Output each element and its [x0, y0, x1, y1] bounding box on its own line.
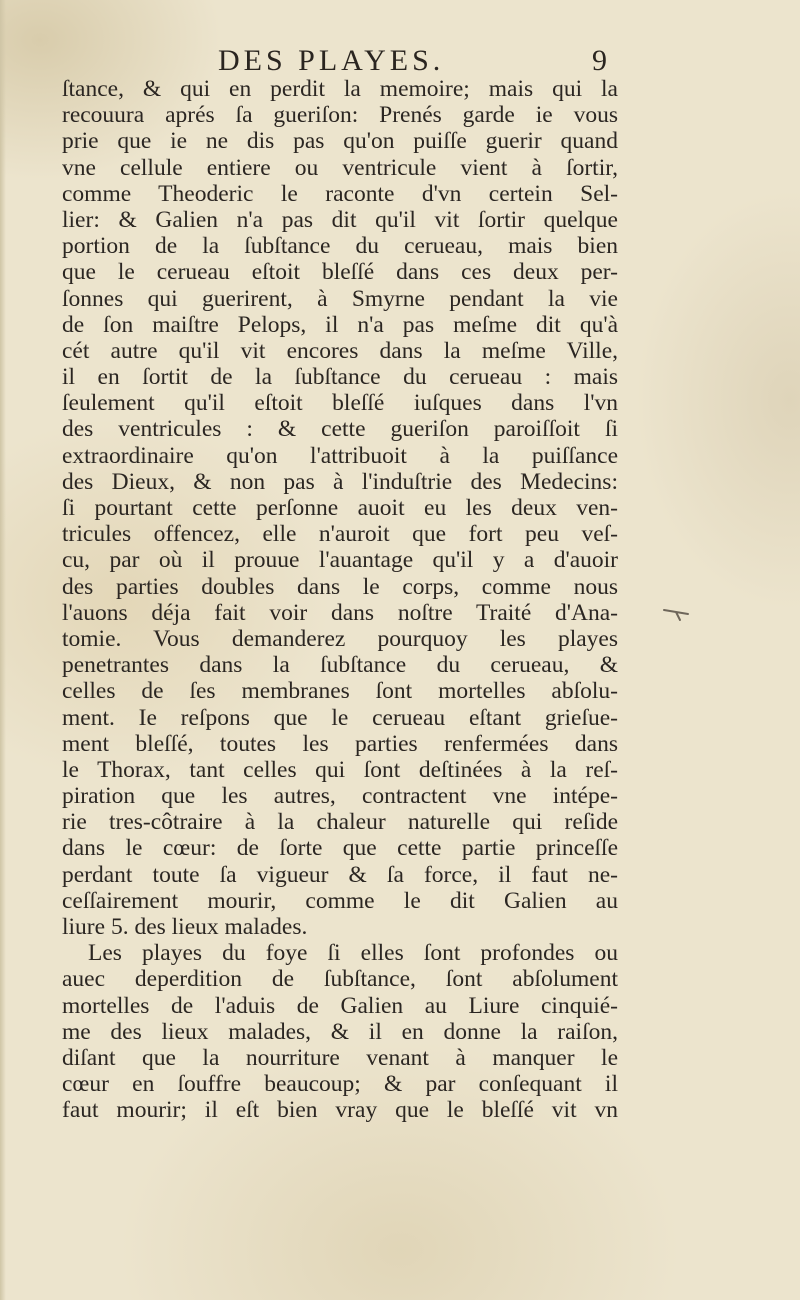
text-line: ceſſairement mourir, comme le dit Galien au [62, 887, 618, 914]
text-line: recouura aprés ſa gueriſon: Prenés garde ie vous [62, 102, 618, 129]
text-line: ſonnes qui guerirent, à Smyrne pendant la vie [62, 285, 618, 312]
text-line: portion de la ſubſtance du cerueau, mais bien [62, 233, 618, 260]
text-line: comme Theoderic le raconte d'vn certein Sel- [62, 180, 618, 207]
text-line: celles de ſes membranes ſont mortelles abſolu- [62, 678, 618, 705]
text-line: l'auons déja fait voir dans noſtre Traité d'Ana- [62, 599, 618, 626]
text-line: penetrantes dans la ſubſtance du cerueau, & [62, 652, 618, 679]
text-line: que le cerueau eſtoit bleſſé dans ces deux per- [62, 259, 618, 286]
text-line: extraordinaire qu'on l'attribuoit à la puiſſance [62, 442, 618, 469]
text-line: ſi pourtant cette perſonne auoit eu les deux ven- [62, 495, 618, 521]
text-line: ſeulement qu'il eſtoit bleſſé iuſques dans l'vn [62, 390, 618, 417]
text-line: ment. Ie reſpons que le cerueau eſtant grieſue- [62, 704, 618, 731]
text-line: vne cellule entiere ou ventricule vient à ſortir, [62, 154, 618, 181]
text-line: mortelles de l'aduis de Galien au Liure cinquié- [62, 992, 618, 1019]
text-line: des ventricules : & cette gueriſon paroiſſoit ſi [62, 416, 618, 443]
paragraph-start-line: Les playes du foye ſi elles ſont profondes ou [88, 940, 618, 967]
text-line: auec deperdition de ſubſtance, ſont abſolument [62, 966, 618, 993]
text-line: perdant toute ſa vigueur & ſa force, il faut ne- [62, 861, 618, 888]
text-line: ment bleſſé, toutes les parties renfermées dans [62, 730, 618, 757]
text-line: faut mourir; il eſt bien vray que le bleſſé vit vn [62, 1097, 618, 1124]
text-line: cœur en ſouffre beaucoup; & par conſequant il [62, 1071, 618, 1098]
text-line: prie que ie ne dis pas qu'on puiſſe guerir quand [62, 128, 618, 155]
text-line: dans le cœur: de ſorte que cette partie princeſſe [62, 835, 618, 862]
text-line: ſtance, & qui en perdit la memoire; mais qui la [62, 76, 618, 102]
running-head-title: DES PLAYES. [218, 44, 445, 77]
text-line: des parties doubles dans le corps, comme nous [62, 573, 618, 600]
paragraph-end-line: liure 5. des lieux malades. [62, 914, 308, 940]
margin-pencil-mark [662, 604, 692, 624]
text-line: le Thorax, tant celles qui ſont deſtinées à la reſ- [62, 756, 618, 783]
page-number: 9 [592, 44, 607, 77]
body-text [62, 76, 618, 1124]
text-line: cét autre qu'il vit encores dans la meſme Ville, [62, 337, 618, 364]
text-line: diſant que la nourriture venant à manquer le [62, 1044, 618, 1071]
text-line: de ſon maiſtre Pelops, il n'a pas meſme dit qu'à [62, 311, 618, 338]
text-line: cu, par où il prouue l'auantage qu'il y a d'auoir [62, 547, 618, 574]
text-line: tomie. Vous demanderez pourquoy les playes [62, 625, 618, 652]
text-line: me des lieux malades, & il en donne la raiſon, [62, 1018, 618, 1045]
text-line: des Dieux, & non pas à l'induſtrie des Medecins: [62, 468, 618, 495]
text-line: tricules offencez, elle n'auroit que fort peu veſ- [62, 521, 618, 548]
text-line: piration que les autres, contractent vne intépe- [62, 783, 618, 810]
page-edge-shadow [0, 0, 6, 1300]
text-line: il en ſortit de la ſubſtance du cerueau : mais [62, 364, 618, 391]
text-line: lier: & Galien n'a pas dit qu'il vit ſortir quelque [62, 206, 618, 233]
text-line: rie tres-côtraire à la chaleur naturelle qui reſide [62, 809, 618, 836]
